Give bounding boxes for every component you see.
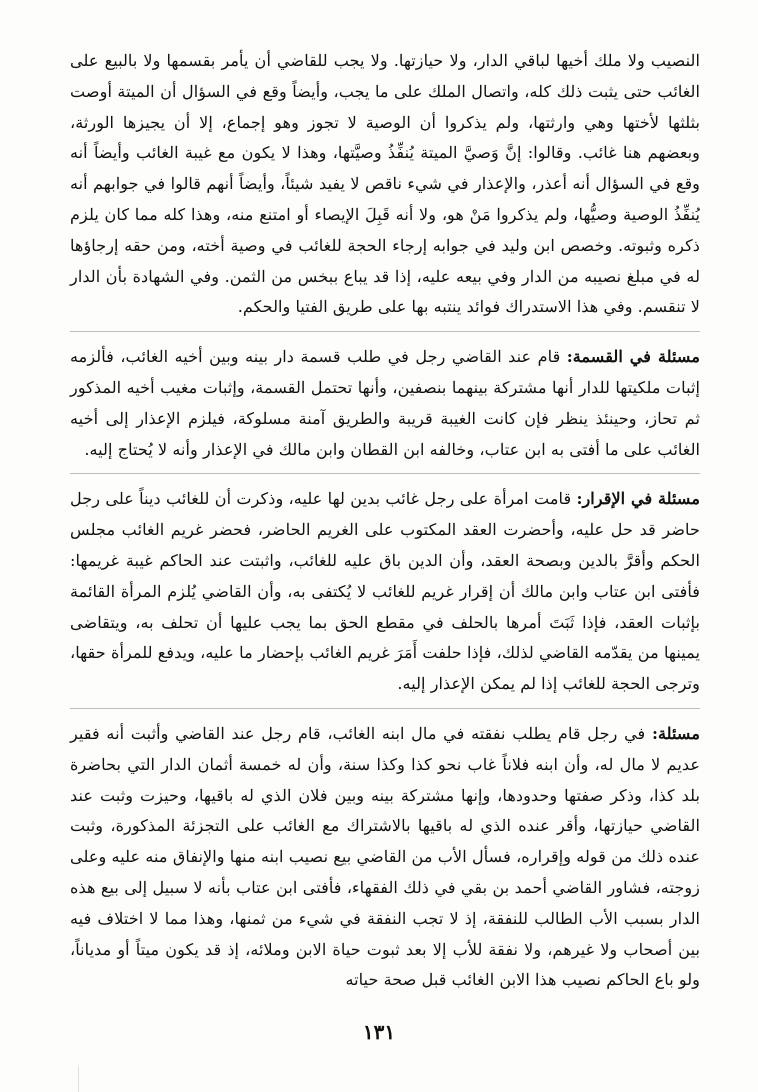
paragraph-divider <box>70 708 700 709</box>
page-number: ١٣١ <box>362 1020 396 1044</box>
paragraph-text: قامت امرأة على رجل غائب بدين لها عليه، وذكرت أن للغائب ديناً على رجل حاضر قد حل عليه، وأحضرت العقد المكتوب على الغريم الحاضر، فحضر غريم الغائب مجلس الحكم وأقرَّ بالدين وبصحة العقد، وأن الدين باق عليه للغائب، واثبتت عند الحاكم غيبة غريمها: فأفتى ابن عتاب وابن مالك أن إقرار غريم للغائب لا يُكتفى به، وأن القاضي يُلزم المرأة القائمة بإثبات العقد، فإذا ثَبَتَ أمرها بالحلف في مقطع الحق بما يجب عليها أن تحلف به، ويتقاضى يمينها من يقدّمه القاضي لذلك، فإذا حلفت أَمَرَ غريم الغائب بإحضار ما عليه، ويدفع للمرأة حقها، وترجى الحجة للغائب إذا لم يمكن الإعذار إليه. <box>70 489 700 694</box>
paragraph-text: النصيب ولا ملك أخيها لباقي الدار، ولا حيازتها. ولا يجب للقاضي أن يأمر بقسمها ولا بالبيع على الغائب حتى يثبت ذلك كله، واتصال الملك على ما يجب، وأيضاً وقع في السؤال أن الميتة أوصت بثلثها لأختها وهي وارثتها، ولم يذكروا أن الوصية لا تجوز وهو إجماع، إلا أن يجيزها الورثة، وبعضهم هنا غائب. وقالوا: إنَّ وَصيَّ الميتة يُنفِّذُ وصيَّتها، وهذا لا يكون مع غيبة الغائب وأيضاً أنه وقع في السؤال أنه أعذر، والإعذار في شيء ناقص لا يفيد شيئاً، وأيضاً أنهم قالوا في جوابهم أنه يُنفِّذُ الوصية وصيُّها، ولم يذكروا مَنْ هو، ولا أنه قَبِلَ الإيصاء أو امتنع منه، وهذا كله مما كان يلزم ذكره وثبوته. وخصص ابن وليد في جوابه إرجاء الحجة للغائب في وصية أخته، ومن حقه إرجاؤها له في مبلغ نصيبه من الدار وفي بيعه عليه، إذا قد يباع ببخس من الثمن. وفي الشهادة بأن الدار لا تنقسم. وفي هذا الاستدراك فوائد ينتبه بها على طريق الفتيا والحكم. <box>70 51 700 317</box>
paragraph-division <box>70 342 700 465</box>
paragraph-text: في رجل قام يطلب نفقته في مال ابنه الغائب، قام رجل عند القاضي وأثبت أنه فقير عديم لا مال له، وأن ابنه فلاناً غاب نحو كذا وكذا سنة، وأن له خمسة أثمان الدار التي بحاضرة بلد كذا، وذكر صفتها وحدودها، وإنها مشتركة بينه وبين فلان الذي له باقيها، وحيزت وثبت عند القاضي حيازتها، وأقر عنده الذي له باقيها بالاشتراك مع الغائب على التجزئة المذكورة، وثبت عنده ذلك من قوله وإقراره، فسأل الأب من القاضي بيع نصيب ابنه منها والإنفاق منه عليه وعلى زوجته، فشاور القاضي أحمد بن بقي في ذلك الفقهاء، فأفتى ابن عتاب بأنه لا سبيل إلى بيع هذه الدار بسبب الأب الطالب للنفقة، إذ لا تجب النفقة في شيء من ثمنها، وهذا مما لا اختلاف فيه بين أصحاب ولا غيرهم، ولا نفقة للأب إلا بعد ثبوت حياة الابن وملائه، إذ قد يكون ميتاً أو مدياناً، ولو باع الحاكم نصيب هذا الابن الغائب قبل صحة حياته <box>70 723 700 990</box>
paragraph-text: قام عند القاضي رجل في طلب قسمة دار بينه وبين أخيه الغائب، فألزمه إثبات ملكيتها للدار أنها مشتركة بينهما بنصفين، وأنها تحتمل القسمة، وإثبات مغيب أخيه المذكور ثم تحاز، وحينئذ ينظر فإن كانت الغيبة قريبة والطريق آمنة مسلوكة، فيلزم الإعذار إلى أخيه الغائب على ما أفتى به ابن عتاب، وخالفه ابن القطان وابن مالك في الإعذار وأنه لا يُحتاج إليه. <box>70 347 700 459</box>
paragraph-heading: مسئلة في الإقرار: <box>576 489 700 509</box>
paragraph-divider <box>70 331 700 332</box>
paragraph-divider <box>70 473 700 474</box>
paragraph-maintenance <box>70 719 700 996</box>
paragraph-continuation <box>70 46 700 323</box>
paragraph-heading: مسئلة في القسمة: <box>566 347 700 367</box>
body-text <box>70 46 700 996</box>
scan-edge-mark <box>78 1066 79 1092</box>
paragraph-heading: مسئلة: <box>651 723 700 743</box>
paragraph-acknowledgment <box>70 484 700 700</box>
